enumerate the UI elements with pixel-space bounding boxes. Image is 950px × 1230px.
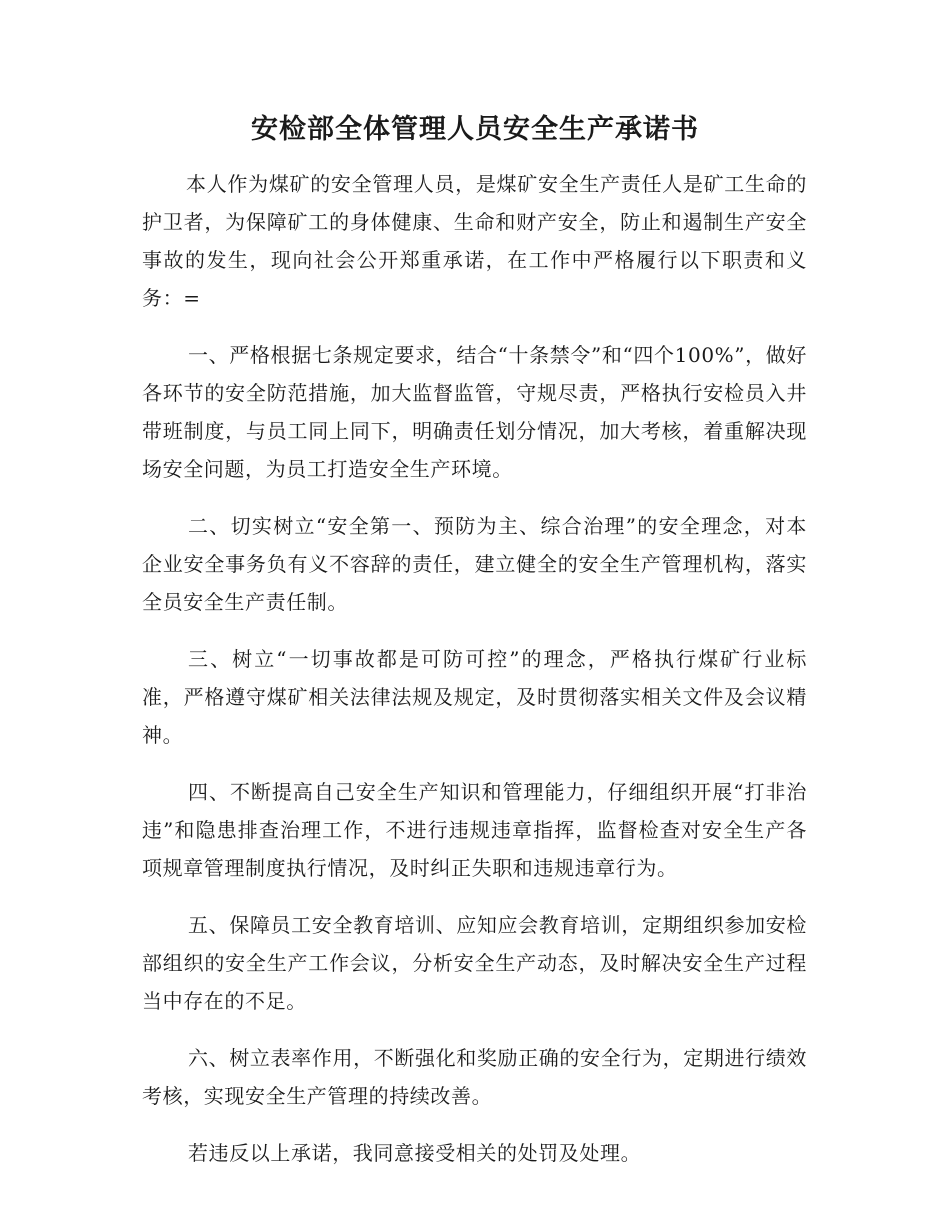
- clause-6-paragraph: 六、树立表率作用，不断强化和奖励正确的安全行为，定期进行绩效考核，实现安全生产管理的持续改善。: [142, 1046, 807, 1108]
- clause-3-paragraph: 三、树立“一切事故都是可防可控”的理念，严格执行煤矿行业标准，严格遵守煤矿相关法律法规及规定，及时贯彻落实相关文件及会议精神。: [142, 647, 807, 747]
- intro-paragraph: 本人作为煤矿的安全管理人员，是煤矿安全生产责任人是矿工生命的护卫者，为保障矿工的身体健康、生命和财产安全，防止和遏制生产安全事故的发生，现向社会公开郑重承诺，在工作中严格履行以下职责和义务：=: [142, 172, 807, 310]
- closing-paragraph: 若违反以上承诺，我同意接受相关的处罚及处理。: [188, 1141, 642, 1165]
- clause-5-paragraph: 五、保障员工安全教育培训、应知应会教育培训，定期组织参加安检部组织的安全生产工作会议，分析安全生产动态，及时解决安全生产过程当中存在的不足。: [142, 913, 807, 1013]
- clause-4-paragraph: 四、不断提高自己安全生产知识和管理能力，仔细组织开展“打非治违”和隐患排查治理工作，不进行违规违章指挥，监督检查对安全生产各项规章管理制度执行情况，及时纠正失职和违规违章行为。: [142, 780, 807, 880]
- document-title: 安检部全体管理人员安全生产承诺书: [251, 114, 699, 145]
- clause-2-paragraph: 二、切实树立“安全第一、预防为主、综合治理”的安全理念，对本企业安全事务负有义不容辞的责任，建立健全的安全生产管理机构，落实全员安全生产责任制。: [142, 514, 807, 614]
- clause-1-paragraph: 一、严格根据七条规定要求，结合“十条禁令”和“四个100%”，做好各环节的安全防范措施，加大监督监管，守规尽责，严格执行安检员入井带班制度，与员工同上同下，明确责任划分情况，加大考核，着重解决现场安全问题，为员工打造安全生产环境。: [142, 343, 807, 481]
- document-body: [142, 165, 807, 1172]
